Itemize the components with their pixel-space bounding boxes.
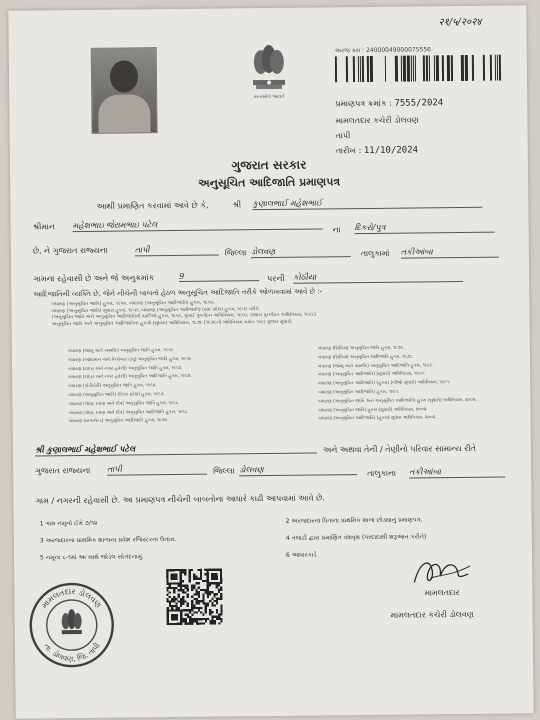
application-number: અરજ ક્રમ : 24000049000075556: [334, 46, 432, 55]
certificate-number-row: [335, 98, 443, 109]
document-item: 4 તલાટી દ્વારા પ્રમાણિત વંશવૃક્ષ (પરદાદાથી શરૂઆત કરીને): [285, 533, 427, 542]
village-text: ગામના રહેવાસી છે અને જે અનુક્રમાંક: [33, 273, 155, 284]
emblem-caption: સત્યમેવ જયતે: [253, 93, 285, 101]
state2-district: તાપી: [107, 464, 207, 476]
list-item: બંધારણ (અનુસૂચિત જાતિ) (ઉત્તર પ્રદેશ) હુકમ, ૧૯૬૭.: [68, 392, 166, 399]
family-text: અને અથવા તેની / તેણીનો પરિવાર સામાન્ય રીતે: [322, 443, 477, 455]
signatory-office: મામલતદાર કચેરી ડોલવણ: [390, 609, 474, 620]
official-seal-icon: [28, 582, 115, 669]
state-text: છે, ને ગુજરાત રાજ્યના: [32, 245, 108, 256]
signature-icon: [410, 554, 474, 591]
document-item: 5 નમૂના ૬-૧માં આ સાથે જોડેલ સોગંદનામું.: [40, 553, 144, 562]
list-item: બંધારણ (જમ્મુ અને કાશ્મીર) અનુસૂચિત જાતિ હુકમ, ૧૯૫૬.: [67, 348, 175, 355]
certificate-title: અનુસૂચિત આદિજાતિ પ્રમાણપત્ર: [198, 175, 341, 190]
issuing-office: મામલતદાર કચેરી ડોલવણ: [335, 115, 419, 126]
certificate-number: 7555/2024: [394, 98, 444, 109]
taluka2: તકીઆંબા: [409, 467, 505, 479]
recognition-text: આદિજાતિની વ્યક્તિ છે, જેને નીચેની બાબતો હેઠળ અનુસૂચિત આદિજાતિ તરીકે ઓળખવામાં આવે છે :-: [33, 287, 323, 299]
district2-label: જિલ્લા: [213, 466, 235, 476]
applicant-name: કુણાલભાઈ મહેશભાઈ: [252, 197, 482, 210]
issue-date: 11/10/2024: [363, 145, 419, 157]
list-item: બંધારણ (દાદરા અને નગર હવેલી) અનુસૂચિત જાતિ હુકમ, ૧૯૬૨.: [68, 365, 183, 372]
na-label: ના: [332, 225, 341, 235]
list-item: બંધારણ (દાદરા અને નગર હવેલી) અનુસૂચિત આદિજાતિ હુકમ, ૧૯૬૨.: [68, 374, 192, 381]
date-label: તારીખ :: [335, 146, 362, 156]
district: ડોલવણ: [251, 246, 351, 258]
corner-note: २१/५/२०२४: [438, 16, 482, 29]
list-item: બંધારણ (અનુસૂચિત જાતિ અને અનુસૂચિત આદિજાતિ) હુકમ (સુધારો) અધિનિયમ, ૨૦૦૨.: [318, 397, 477, 405]
list-item: બંધારણ (અનુસૂચિત જાતિ) હુકમ (સુધારો) અધિનિયમ, ૨૦૦૨.: [318, 406, 428, 414]
document-item: 3 અરજદારના પ્રાથમિક શાળાના પ્રવેશ રજિસ્ટરના ઉતારા.: [39, 536, 177, 545]
legal-line: બંધારણ (અનુસૂચિત જાતિ) સુધારા હુકમ, ૧૯૫૧, બંધારણ (અનુસૂચિત આદિજાતિ) (સંઘ પ્રદેશ) હુકમ, ૧૯૫૧ તરીકે.: [51, 306, 261, 314]
list-item: બંધારણ (ગોવા, દમણ અને દીવ) અનુસૂચિત આદિજાતિ હુકમ, ૧૯૬૮.: [68, 409, 189, 416]
legal-line: બંધારણ (અનુસૂચિત જાતિ) હુકમ, ૧૯૫૦, બંધારણ (અનુસૂચિત આદિજાતિ) હુકમ, ૧૯૫૦.: [51, 300, 215, 308]
shri-label: શ્રી: [232, 200, 242, 210]
village2-text: ગામ / નગરની રહેવાસી છે. આ પ્રમાણપત્ર નીચેની બાબતોના આધારે કાઢી આપવામાં આવે છે.: [35, 493, 325, 506]
taluka: તકીઆંબા: [401, 247, 499, 259]
national-emblem-icon: [247, 40, 292, 94]
certify-text: આથી પ્રમાણિત કરવામાં આવે છે કે,: [96, 200, 209, 211]
list-item: બંધારણ (અનુસૂચિત આદિજાતિ) હુકમ, ૧૯૯૧.: [318, 389, 400, 396]
signatory-designation: મામલતદાર: [424, 588, 460, 598]
issuing-taluka: તાપી: [335, 131, 351, 141]
tribe-label: પરની: [267, 273, 285, 284]
list-item: બંધારણ (આંદામાન અને નિકોબાર ટાપુ) અનુસૂચિત જાતિ હુકમ, ૧૯૫૯.: [67, 356, 193, 363]
list-item: બંધારણ (જમ્મુ અને કાશ્મીર) અનુસૂચિત આદિજાતિ હુકમ, ૧૯૮૯.: [318, 362, 434, 370]
date-row: [336, 145, 418, 156]
relation: દિકરો/પુત્ર: [355, 222, 495, 234]
list-item: બંધારણ (ગોવા, દમણ અને દીવ) અનુસૂચિત જાતિ હુકમ, ૧૯૬૮.: [68, 400, 180, 407]
svg-text:મામલતદાર ડોલવણ: મામલતદાર ડોલવણ: [39, 586, 104, 610]
certificate-page: [8, 5, 533, 718]
applicant-name-repeat: શ્રી કુણાલભાઈ મહેશભાઈ પટેલ: [35, 442, 317, 457]
barcode-icon: [335, 55, 503, 83]
list-item: બંધારણ (નાગાલેન્ડ) અનુસૂચિત આદિજાતિ હુકમ, ૧૯૭૦.: [68, 418, 169, 425]
tribe-name: કોઠીયા: [293, 271, 463, 284]
list-item: બંધારણ (સિક્કિમ) અનુસૂચિત જાતિ હુકમ, ૧૯૭૮.: [317, 345, 405, 352]
list-item: બંધારણ (પોંડીચેરી) અનુસૂચિત જાતિ હુકમ, ૧૯૬૪.: [68, 383, 157, 390]
district-label: જિલ્લા: [224, 248, 247, 258]
taluka2-label: તાલુકાના: [367, 468, 397, 478]
right-order-list: [318, 343, 519, 424]
father-name: મહેશભાઇ જેરામભાઇ પટેલ: [73, 218, 323, 232]
government-title: ગુજરાત સરકાર: [231, 157, 307, 173]
applicant-photo: [91, 47, 158, 134]
document-item: 6 આધારકાર્ડ: [285, 551, 317, 559]
left-order-list: [68, 346, 269, 427]
photo-body: [98, 94, 150, 134]
list-item: બંધારણ (સિક્કિમ) અનુસૂચિત આદિજાતિ હુકમ, ૧૯૭૮.: [317, 354, 414, 361]
legal-line: અનુસૂચિત જાતિ અને અનુસૂચિત આદિજાતિના હુકમો (સુધારા) અધિનિયમ, ૧૯૭૬ (૧૯૭૬નો અધિનિયમ ક્રમાંક ૧૦૮) મુજબ સુધારો.: [51, 319, 293, 328]
taluka-label: તાલુકામાં: [360, 248, 390, 259]
qr-code-icon: [166, 569, 223, 626]
district2: ડોલવણ: [239, 464, 357, 476]
legal-line: (અનુસૂચિત જાતિ અને અનુસૂચિત આદિજાતિની યાદીઓ હુકમ, ૧૯૫૬, મુંબઈ પુનર્ગઠન અધિનિયમ, ૧૯૬૦, પંજાબ પુનર્ગઠન અધિનિયમ, ૧૯૬૬).: [51, 312, 318, 321]
svg-text:તા. ડોલવણ, જિ. તાપી: તા. ડોલવણ, જિ. તાપી: [42, 641, 102, 664]
certificate-number-label: પ્રમાણપત્ર ક્રમાંક :: [335, 98, 392, 109]
serial-number: 9: [179, 271, 259, 282]
state2-text: ગુજરાત રાજ્યના: [35, 465, 91, 476]
photo-head: [110, 60, 138, 92]
state-district: તાપી: [135, 245, 219, 257]
list-item: બંધારણ (અનુસૂચિત આદિજાતિ) (હુકમ) સુધારા અધિનિયમ, ૨૦૦૨.: [318, 415, 437, 422]
father-prefix: શ્રીમાન: [32, 222, 56, 232]
document-item: 1 ગામ નમૂનો ઈમે ૭/૧૨: [39, 519, 98, 528]
list-item: બંધારણ (અનુસૂચિત આદિજાતિ) (હુકમ) (બીજો સુધારો) અધિનિયમ, ૧૯૯૧.: [318, 380, 451, 387]
document-item: 2 અરજદારના પિતાના પ્રાથમિક શાળા છોડ્યાનું પ્રમાણપત્ર.: [285, 516, 423, 525]
legal-lines: [51, 297, 511, 328]
list-item: બંધારણ (અનુસૂચિત આદિજાતિ) (સુધારો) અધિનિયમ, ૧૯૯૦.: [318, 371, 426, 378]
